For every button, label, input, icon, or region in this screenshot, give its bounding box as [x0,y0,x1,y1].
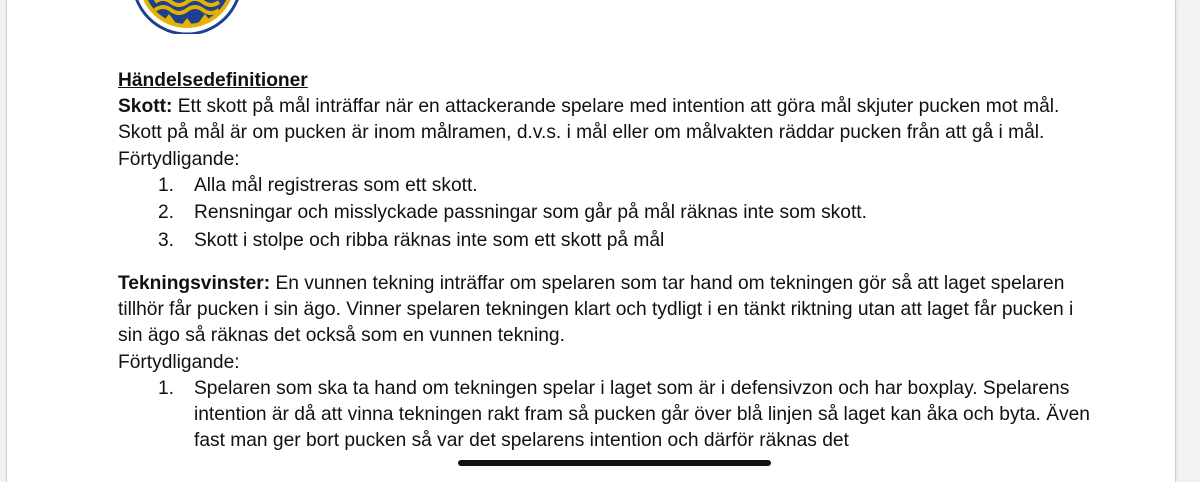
list-number: 2. [158,202,175,224]
skott-clarify-label: Förtydligande: [118,148,240,170]
skott-definition: Ett skott på mål inträffar när en attackerande spelare med intention att göra mål skjuter pucken mot mål. Skott på mål är om pucken är inom målramen, d.v.s. i mål eller om målvakten räddar pucken från att gå i mål. [118,96,1060,144]
skott-term: Skott: [118,96,173,118]
skott-paragraph [118,94,1098,146]
list-item [118,376,1098,455]
list-text: Alla mål registreras som ett skott. [194,174,478,196]
list-item [118,173,1098,199]
list-text: Skott i stolpe och ribba räknas inte som ett skott på mål [194,229,665,251]
tekning-clarify-label: Förtydligande: [118,351,240,373]
list-text: Spelaren som ska ta hand om tekningen spelar i laget som är i defensivzon och har boxplay. Spelarens intention är då att vinna tekningen rakt fram så pucken går över blå linjen så laget kan åka och byta. Även fast man ger bort pucken så var det spelarens intention och därför räknas det [194,377,1090,452]
tekning-definition: En vunnen tekning inträffar om spelaren som tar hand om tekningen gör så att laget spelaren tillhör får pucken i sin ägo. Vinner spelaren tekningen klart och tydligt i en tänkt riktning utan att laget får pucken i sin ägo så räknas det också som en vunnen tekning. [118,272,1074,347]
list-number: 1. [158,174,175,196]
skott-list [118,173,1098,254]
list-number: 1. [158,377,175,399]
federation-crest-logo [125,0,249,34]
tekning-paragraph [118,271,1098,350]
tekning-list [118,376,1098,455]
tekning-term: Tekningsvinster: [118,272,271,294]
list-text: Rensningar och misslyckade passningar som går på mål räknas inte som skott. [194,202,867,224]
section-heading: Händelsedefinitioner [118,70,308,91]
handdrawn-underline-mark [458,460,771,466]
document-body [118,68,1098,454]
list-number: 3. [158,229,175,251]
list-item [118,228,1098,254]
list-item [118,200,1098,226]
document-page [6,0,1176,482]
paragraph-gap [118,255,1098,271]
